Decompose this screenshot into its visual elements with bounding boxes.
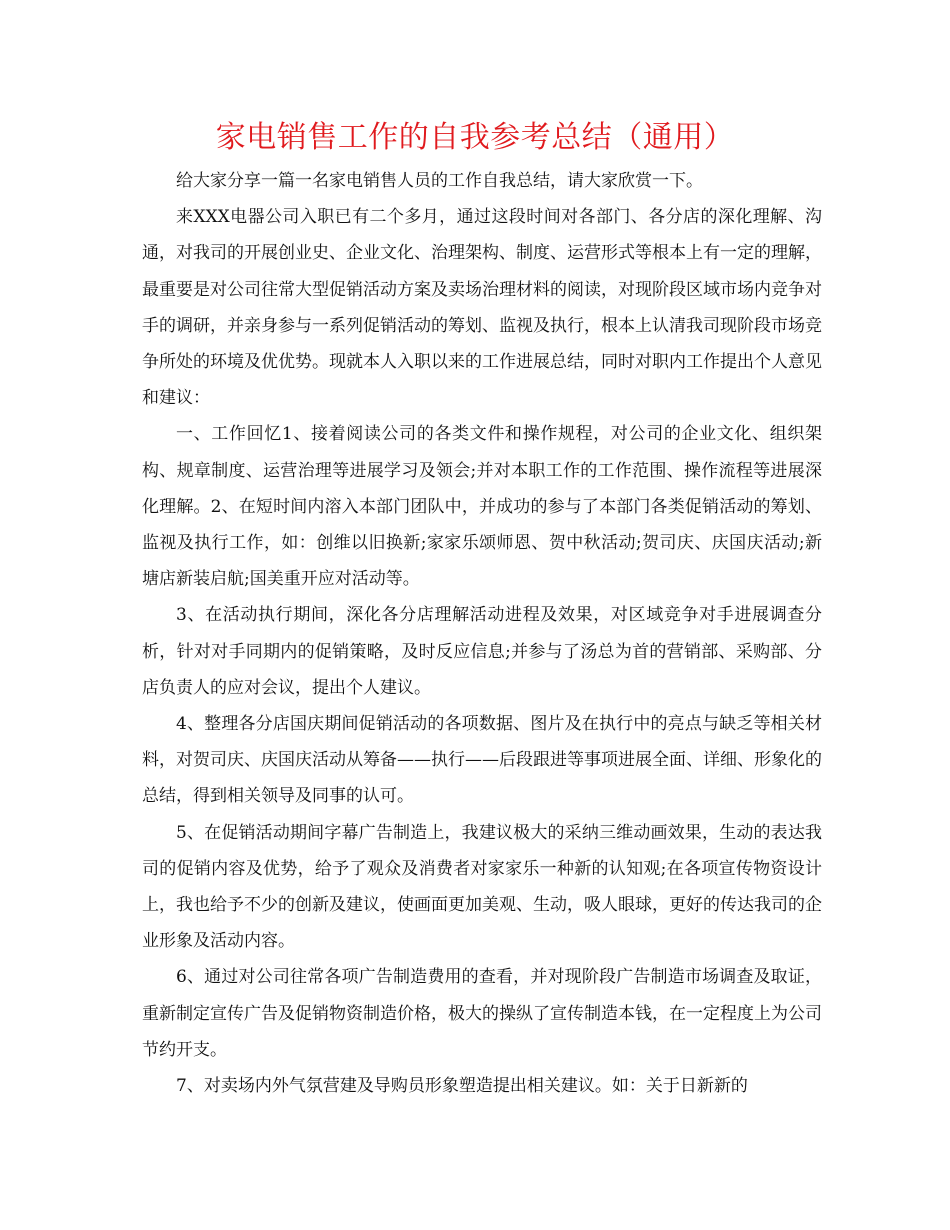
paragraph-item-4: 4、整理各分店国庆期间促销活动的各项数据、图片及在执行中的亮点与缺乏等相关材料，对贺司庆、庆国庆活动从筹备——执行——后段跟进等事项进展全面、详细、形象化的总结，得到相关领导及同事的认可。: [142, 714, 822, 807]
paragraph-item-5: 5、在促销活动期间字幕广告制造上，我建议极大的采纳三维动画效果，生动的表达我司的促销内容及优势，给予了观众及消费者对家家乐一种新的认知观;在各项宣传物资设计上，我也给予不少的创新及建议，使画面更加美观、生动，吸人眼球，更好的传达我司的企业形象及活动内容。: [142, 822, 822, 952]
paragraph-review-1-2: 一、工作回忆1、接着阅读公司的各类文件和操作规程，对公司的企业文化、组织架构、规章制度、运营治理等进展学习及领会;并对本职工作的工作范围、操作流程等进展深化理解。2、在短时间内溶入本部门团队中，并成功的参与了本部门各类促销活动的筹划、监视及执行工作，如：创维以旧换新;家家乐颂师恩、贺中秋活动;贺司庆、庆国庆活动;新塘店新装启航;国美重开应对活动等。: [142, 424, 822, 590]
paragraph-item-6: 6、通过对公司往常各项广告制造费用的查看，并对现阶段广告制造市场调查及取证，重新制定宣传广告及促销物资制造价格，极大的操纵了宣传制造本钱，在一定程度上为公司节约开支。: [142, 967, 822, 1060]
paragraph-intro: 给大家分享一篇一名家电销售人员的工作自我总结，请大家欣赏一下。: [176, 171, 703, 191]
paragraph-overview: 来XXX电器公司入职已有二个多月，通过这段时间对各部门、各分店的深化理解、沟通，对我司的开展创业史、企业文化、治理架构、制度、运营形式等根本上有一定的理解，最重要是对公司往常大型促销活动方案及卖场治理材料的阅读，对现阶段区域市场内竞争对手的调研，并亲身参与一系列促销活动的筹划、监视及执行，根本上认清我司现阶段市场竞争所处的环境及优优势。现就本人入职以来的工作进展总结，同时对职内工作提出个人意见和建议：: [142, 207, 822, 409]
document-body: [142, 163, 822, 1104]
paragraph-item-7: 7、对卖场内外气氛营建及导购员形象塑造提出相关建议。如：关于日新新的: [176, 1076, 748, 1097]
paragraph-item-3: 3、在活动执行期间，深化各分店理解活动进程及效果，对区域竞争对手进展调查分析，针对对手同期内的促销策略，及时反应信息;并参与了汤总为首的营销部、采购部、分店负责人的应对会议，提出个人建议。: [142, 605, 822, 698]
document-title: 家电销售工作的自我参考总结（通用）: [215, 120, 735, 155]
